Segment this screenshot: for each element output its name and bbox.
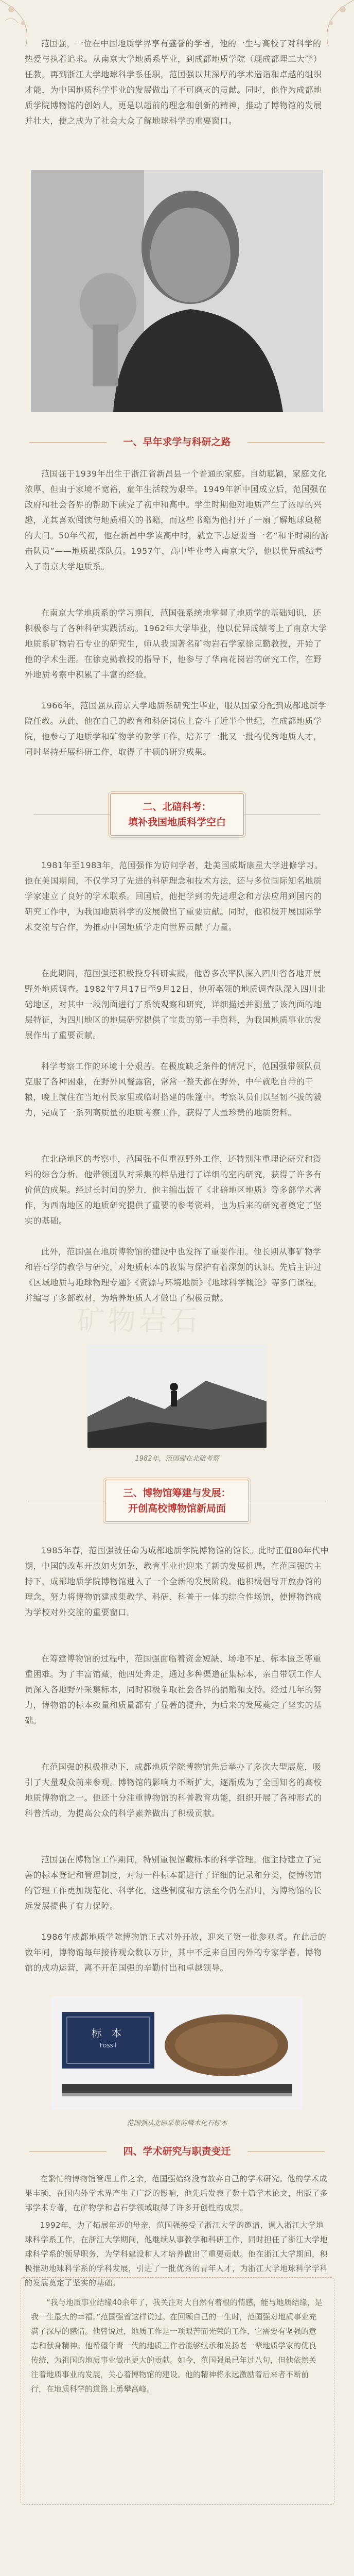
section-2-paragraph-1: 1981年至1983年，范国强作为访问学者，赴美国威斯康星大学进修学习。他在美国期间，不仅学习了先进的科研理念和技术方法，还与多位国际知名地质学家建立了良好的学术联系。回国后，他把学到的先进理念和方法应用到国内的研究工作中，为我国地质科学的发展做出了重要贡献。同时，他积极开展国际学术交流与合作，为推动中国地质学走向世界贡献了力量。	[25, 860, 323, 932]
specimen-photo	[51, 1996, 303, 2110]
intro-paragraph: 范国强，一位在中国地质学界享有盛誉的学者，他的一生与高校了对科学的热爱与执着追求。从南京大学地质系毕业，到成都地质学院（现成都理工大学）任教，再到浙江大学地球科学系任职，范国强以其深厚的学术造诣和卓越的组织才能，为中国地质科学事业的发展做出了不可磨灭的贡献。同时，他作为成都地质学院博物馆的创始人，更是以超前的理念和创新的精神，推动了博物馆的发展并壮大，使之成为了社会大众了解地球科学的重要窗口。	[25, 39, 322, 126]
section-2-paragraph-3: 科学考察工作的环境十分艰苦。在极度缺乏条件的情况下，范国强带领队员克服了各种困难，在野外风餐露宿，常常一整天都在野外，中午就吃自带的干粮，晚上就住在当地村民家里或临时搭建的帐篷中。考察队员们以坚韧不拔的毅力，完成了一系列高质量的地质考察工作，获得了大量珍贵的地质资料。	[25, 1061, 322, 1117]
section-3-paragraph-5: 1986年成都地质学院博物馆正式对外开放，迎来了第一批参观者。在此后的数年间，博物馆每年接待观众数以万计，其中不乏来自国内外的专家学者。博物馆的成功运营，离不开范国强的辛勤付出和卓越领导。	[25, 1932, 327, 1973]
section-1-paragraph-2: 在南京大学地质系的学习期间，范国强系统地掌握了地质学的基础知识，还积极参与了各种科研实践活动。1962年大学毕业，他以优异成绩考上了南京大学地质系矿物岩石专业的研究生，师从我国著名矿物岩石学家徐克勤教授，开始了他的学术生涯。在徐克勤教授的指导下，他参与了华南花岗岩的研究工作，在野外地质考察中积累了丰富的经验。	[25, 608, 327, 680]
section-2-paragraph-5: 此外，范国强在地质博物馆的建设中也发挥了重要作用。他长期从事矿物学和岩石学的教学与研究，对地质标本的收集与保护有着深刻的认识。先后主讲过《区域地质与地球物理专题》《资源与环境地质》《地球科学概论》等多门课程，并编写了多部教材，为培养地质人才做出了积极贡献。	[25, 1247, 323, 1303]
section-1-paragraph-1: 范国强于1939年出生于浙江省新昌县一个普通的家庭。自幼聪颖，家庭文化浓厚，但由于家境不宽裕，童年生活较为艰辛。1949年新中国成立后，范国强在政府和社会各界的帮助下读完了初中和高中。学生时期他对地质产生了浓厚的兴趣，尤其喜欢阅读与地质相关的书籍，而这些书籍为他打开了一扇了解地球奥秘的大门。50年代初，他在新昌中学读高中时，就立下志愿要当一名“和平时期的游击队员”——地质勘探队员。1957年，高中毕业考入南京大学，他以优异成绩考入了南京大学地质系。	[25, 469, 329, 571]
specimen-label-sub: Fossil	[99, 2042, 117, 2049]
section-1-paragraph-3: 1966年，范国强从南京大学地质系研究生毕业，服从国家分配到成都地质学院任教。从此，他在自己的教育和科研岗位上奋斗了近半个世纪，在成都地质学院，他参与了地质学和矿物学的教学工作，培养了一批又一批的优秀地质人才，同时坚持开展科研工作，取得了丰硕的研究成果。	[25, 701, 327, 757]
section-2-title-line-1: 二、北碚科考：	[143, 801, 211, 812]
portrait-photo	[31, 170, 323, 412]
section-3-title-line-2: 开创高校博物馆新局面	[128, 1503, 226, 1514]
section-1-title: 一、早年求学与科研之路	[107, 429, 247, 455]
section-4-paragraph-1: 在繁忙的博物馆管理工作之余，范国强始终没有放弃自己的学术研究。他的学术成果丰硕，在国内外学术界产生了广泛的影响，他先后发表了数十篇学术论文，出版了多部学术专著，在矿物学和岩石学领域取得了许多开创性的成果。	[25, 2174, 328, 2212]
section-3-paragraph-3: 在范国强的积极推动下，成都地质学院博物馆先后举办了多次大型展览，吸引了大量观众前来参观。博物馆的影响力不断扩大，逐渐成为了全国知名的高校地质博物馆之一。他还十分注重博物馆的科普教育功能，组织开展了各种形式的科普活动，为提高公众的科学素养做出了积极贡献。	[25, 1762, 322, 1818]
specimen-label-title: 标 本	[91, 2027, 125, 2039]
section-2-header	[0, 793, 354, 836]
section-2-title	[110, 793, 244, 836]
section-4-paragraph-2: 1992年，为了拓展年迈的母亲，范国强接受了浙江大学的邀请，调入浙江大学地球科学系工作，在浙江大学期间，他继续从事教学和科研工作，同时担任了浙江大学地球科学系的领导职务，为学科建设和人才培养做出了重要贡献。他在浙江大学期间，积极推动地球科学系的学科发展，引进了一批优秀的青年人才，为浙江大学地球科学学科的发展奠定了坚实的基础。	[25, 2221, 328, 2287]
section-4-header	[0, 2138, 354, 2165]
section-4-title: 四、学术研究与职责变迁	[107, 2138, 247, 2165]
section-2-paragraph-4: 在北碚地区的考察中，范国强不但重视野外工作，还特别注重理论研究和资料的综合分析。他带领团队对采集的样品进行了详细的室内研究，获得了许多有价值的成果。经过长时间的努力，他主编出版了《北碚地区地质》等多部学术著作，为西南地区的地质研究提供了重要的参考资料，也为后来的研究者奠定了坚实的基础。	[25, 1154, 322, 1226]
specimen-photo-caption: 范国强从北碚采集的鳞木化石标本	[127, 2120, 227, 2127]
field-photo	[87, 1345, 267, 1448]
section-3-paragraph-4: 范国强在博物馆工作期间，特别重视馆藏标本的科学管理。他主持建立了完善的标本登记和管理制度，对每一件标本都进行了详细的记录和分类，使博物馆的管理工作更加规范化、科学化。这些制度和方法至今仍在沿用，为博物馆的长远发展提供了有力保障。	[25, 1855, 322, 1911]
ink-watermark: 矿物岩石	[77, 1304, 201, 1336]
section-3-header	[0, 1480, 354, 1522]
section-1-header	[0, 429, 354, 455]
field-photo-caption: 1982年，范国强在北碚考察	[135, 1455, 219, 1463]
closing-quote: “我与地质事业结缘40余年了，我关注对大自然有着根的情感，能与地质结缘，是我一生最大的幸福。”范国强曾这样说过。在回顾自己的一生时，范国强对地质事业充满了深厚的感情。他曾说过，地质工作是一项艰苦而光荣的工作，它需要有坚强的意志和献身精神。他希望年青一代的地质工作者能够继承和发扬老一辈地质学家的优良传统，为祖国的地质事业做出更大的贡献。如今，范国强虽已年过八旬，但他依然关注着地质事业的发展，关心着博物馆的建设。他的精神将永远激励着后来者不断前行，在地质科学的道路上勇攀高峰。	[31, 2298, 323, 2394]
section-3-title-line-1: 三、博物馆筹建与发展：	[123, 1487, 231, 1499]
section-3-paragraph-1: 1985年春，范国强被任命为成都地质学院博物馆的馆长。此时正值80年代中期，中国的改革开放如火如荼，教育事业也迎来了新的发展机遇。在范国强的主持下，成都地质学院博物馆进入了一个全新的发展阶段。他积极倡导开放办馆的理念，努力将博物馆建成集教学、科研、科普于一体的综合性场馆，使博物馆成为学校对外交流的重要窗口。	[25, 1546, 329, 1617]
section-3-paragraph-2: 在筹建博物馆的过程中，范国强面临着资金短缺、场地不足、标本匮乏等重重困难。为了丰富馆藏，他四处奔走，通过多种渠道征集标本，亲自带领工作人员深入各地野外采集标本，同时积极争取社会各界的捐赠和支持。经过几年的努力，博物馆的标本数量和质量都有了显著的提升，为后来的发展奠定了坚实的基础。	[25, 1654, 322, 1725]
section-2-title-line-2: 填补我国地质科学空白	[128, 817, 226, 828]
section-2-paragraph-2: 在此期间，范国强还积极投身科研实践，他曾多次率队深入四川省各地开展野外地质调查。1982年7月17日至9月12日，他所率领的地质调查队深入四川北碚地区，对其中一段剖面进行了系统观察和研究，详细描述并测量了该剖面的地层特征，为四川地区的地层研究提供了宝贵的第一手资料，为我国地质事业的发展作出了重要贡献。	[25, 969, 326, 1040]
section-3-title	[105, 1480, 249, 1522]
